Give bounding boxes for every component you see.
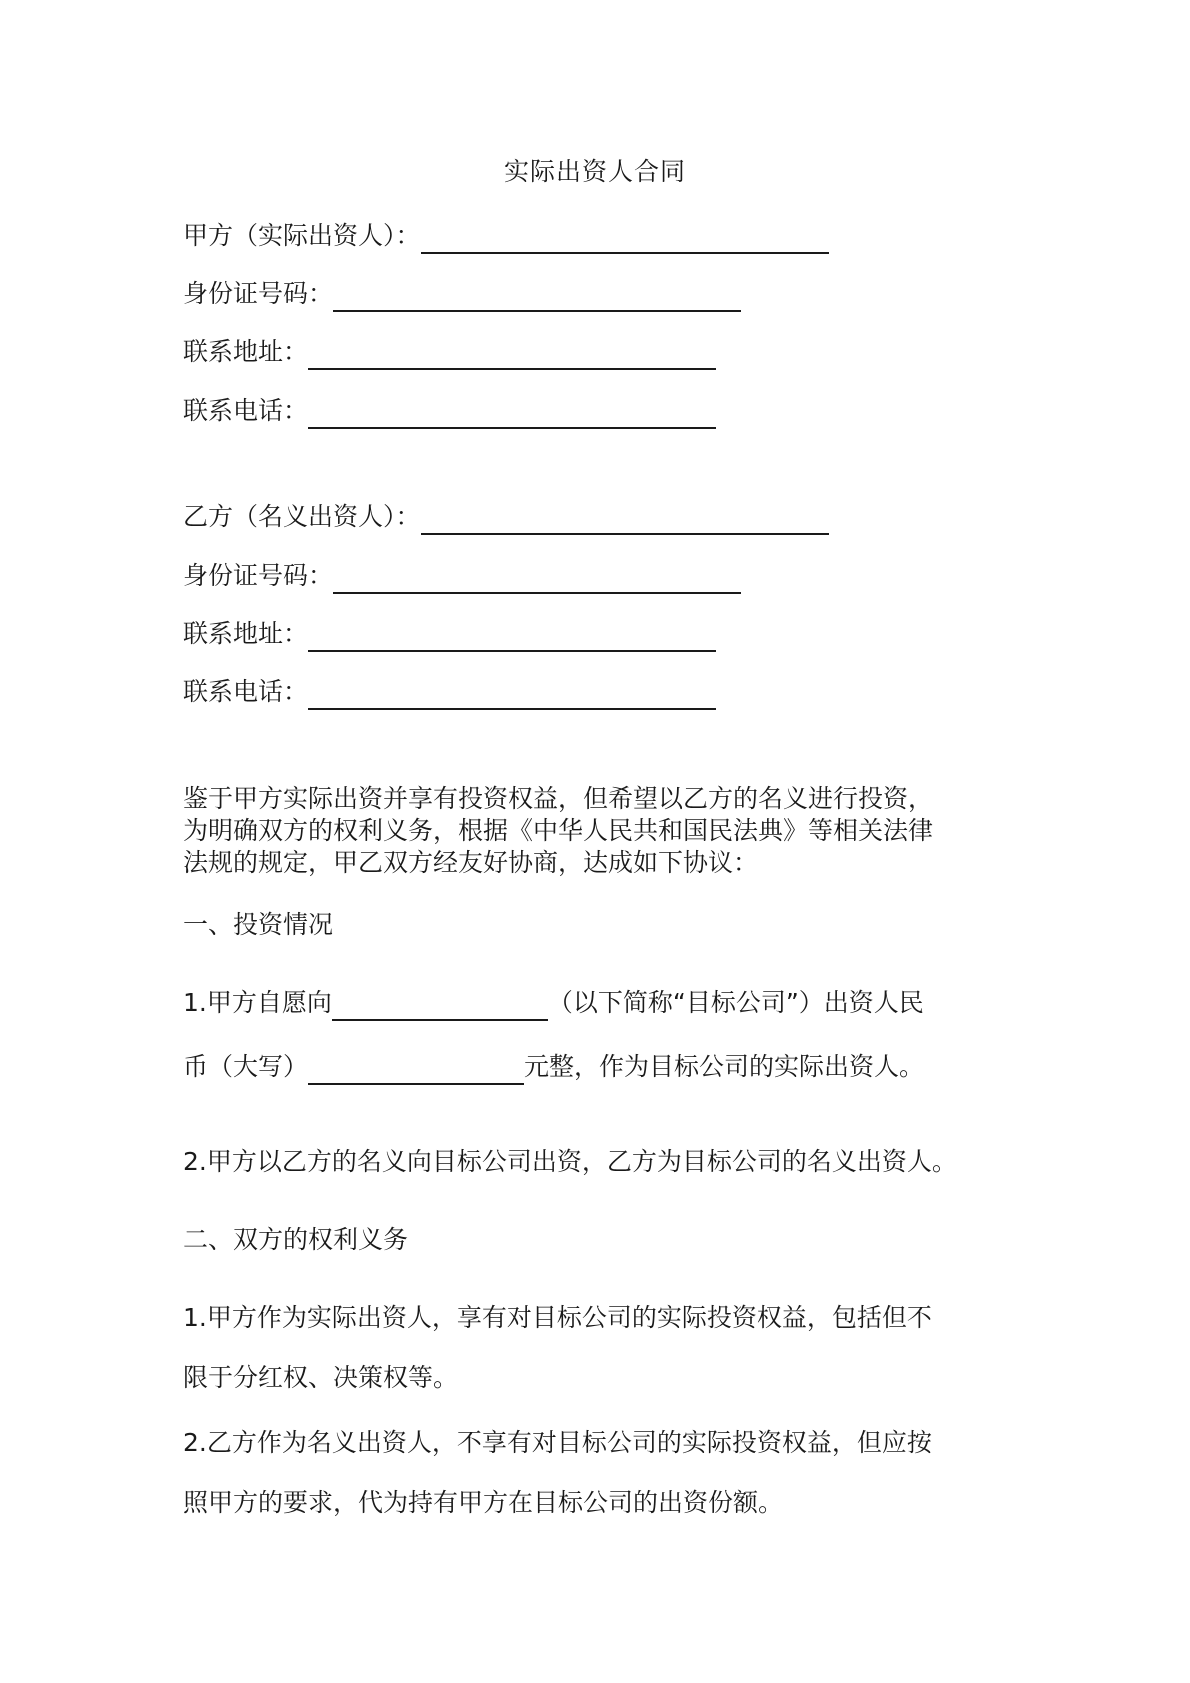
party-b-phone-label: 联系电话： bbox=[183, 677, 309, 706]
section-2-heading: 二、双方的权利义务 bbox=[183, 1225, 409, 1254]
section-2-item-1-line-1 bbox=[183, 1300, 932, 1336]
document-title: 实际出资人合同 bbox=[503, 157, 686, 186]
party-a-name-field bbox=[183, 218, 829, 254]
party-b-id-blank[interactable] bbox=[333, 562, 741, 594]
party-a-id-blank[interactable] bbox=[333, 280, 741, 312]
item-text: 甲方自愿向 bbox=[206, 988, 332, 1017]
party-b-name-field bbox=[183, 499, 829, 535]
item-number: 2. bbox=[183, 1147, 207, 1176]
party-a-id-label: 身份证号码： bbox=[183, 279, 334, 308]
party-a-id-field bbox=[183, 276, 741, 312]
party-b-address-field bbox=[183, 616, 716, 652]
party-a-address-field bbox=[183, 334, 716, 370]
party-a-address-label: 联系地址： bbox=[183, 337, 309, 366]
preamble-line-2: 为明确双方的权利义务，根据《中华人民共和国民法典》等相关法律 bbox=[183, 816, 934, 845]
target-company-blank[interactable] bbox=[332, 989, 548, 1021]
party-b-phone-field bbox=[183, 674, 716, 710]
item-text: 币（大写） bbox=[183, 1052, 309, 1081]
party-b-address-label: 联系地址： bbox=[183, 619, 309, 648]
section-1-item-1-line-2 bbox=[183, 1049, 924, 1085]
party-a-phone-label: 联系电话： bbox=[183, 396, 309, 425]
item-text: 甲方以乙方的名义向目标公司出资，乙方为目标公司的名义出资人。 bbox=[206, 1147, 957, 1176]
item-text: 乙方作为名义出资人，不享有对目标公司的实际投资权益，但应按 bbox=[206, 1428, 932, 1457]
section-2-item-2-line-2 bbox=[183, 1485, 783, 1521]
amount-capital-blank[interactable] bbox=[308, 1053, 524, 1085]
preamble-line-3: 法规的规定，甲乙双方经友好协商，达成如下协议： bbox=[183, 848, 759, 877]
party-a-name-blank[interactable] bbox=[421, 222, 829, 254]
party-b-id-label: 身份证号码： bbox=[183, 561, 334, 590]
party-a-name-label: 甲方（实际出资人）： bbox=[183, 221, 421, 250]
item-text: （以下简称“目标公司”）出资人民 bbox=[547, 988, 924, 1017]
preamble-line-1: 鉴于甲方实际出资并享有投资权益，但希望以乙方的名义进行投资， bbox=[183, 784, 934, 813]
preamble-paragraph bbox=[183, 783, 1023, 879]
item-text: 照甲方的要求，代为持有甲方在目标公司的出资份额。 bbox=[183, 1488, 784, 1517]
item-number: 1. bbox=[183, 988, 207, 1017]
party-b-id-field bbox=[183, 558, 741, 594]
item-text: 甲方作为实际出资人，享有对目标公司的实际投资权益，包括但不 bbox=[206, 1303, 932, 1332]
item-number: 2. bbox=[183, 1428, 207, 1457]
party-a-phone-blank[interactable] bbox=[308, 397, 716, 429]
party-b-name-blank[interactable] bbox=[421, 503, 829, 535]
section-1-heading: 一、投资情况 bbox=[183, 910, 334, 939]
party-b-name-label: 乙方（名义出资人）： bbox=[183, 502, 421, 531]
item-text: 元整，作为目标公司的实际出资人。 bbox=[524, 1052, 925, 1081]
section-1-item-2 bbox=[183, 1144, 957, 1180]
item-text: 限于分红权、决策权等。 bbox=[183, 1363, 459, 1392]
party-a-address-blank[interactable] bbox=[308, 338, 716, 370]
party-a-phone-field bbox=[183, 393, 716, 429]
item-number: 1. bbox=[183, 1303, 207, 1332]
section-2-item-2-line-1 bbox=[183, 1425, 932, 1461]
section-2-item-1-line-2 bbox=[183, 1360, 458, 1396]
party-b-phone-blank[interactable] bbox=[308, 678, 716, 710]
section-1-item-1-line-1 bbox=[183, 985, 924, 1021]
party-b-address-blank[interactable] bbox=[308, 620, 716, 652]
